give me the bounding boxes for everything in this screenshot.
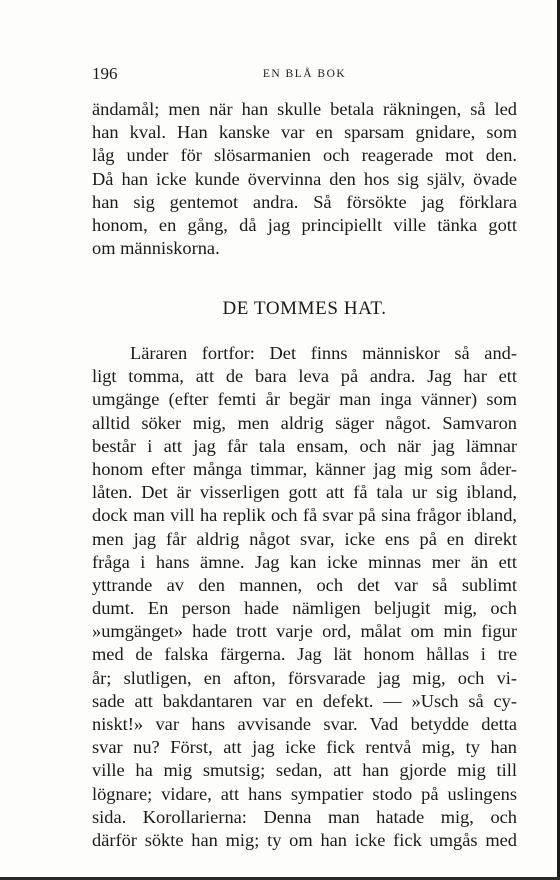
text-line: dock man vill ha replik och få svar på sina frågor ibland, bbox=[92, 505, 517, 526]
text-line: låg under för slösarmanien och reagerade mot den. bbox=[92, 145, 517, 166]
text-line: umgänge (efter femti år begär man inga vänner) som bbox=[92, 389, 517, 410]
text-line: sade att bakdantaren var en defekt. — »Usch så cy- bbox=[92, 690, 517, 711]
text-line: Läraren fortfor: Det finns människor så and- bbox=[130, 343, 517, 363]
text-line: ville ha mig smutsig; sedan, att han gjorde mig till bbox=[92, 760, 517, 781]
running-head bbox=[92, 64, 517, 86]
text-line: därför sökte han mig; ty om han icke fick umgås med bbox=[92, 829, 517, 850]
text-line: ligt tomma, att de bara leva på andra. Jag har ett bbox=[92, 366, 517, 387]
text-line: svar nu? Först, att jag icke fick rentvå mig, ty han bbox=[92, 737, 517, 758]
text-line: niskt!» var hans avvisande svar. Vad betydde detta bbox=[92, 714, 517, 734]
text-line: ändamål; men när han skulle betala räkningen, så led bbox=[92, 99, 517, 119]
book-title: EN BLÅ BOK bbox=[262, 68, 347, 80]
text-line: lögnare; vidare, att hans sympatier stodo på uslingens bbox=[92, 783, 517, 804]
text-line: »umgänget» hade trott varje ord, målat om min figur bbox=[92, 621, 517, 642]
text-line: alltid söker mig, men aldrig säger något. Samvaron bbox=[92, 412, 517, 433]
text-line: består i att jag får tala ensam, och när jag lämnar bbox=[92, 435, 517, 456]
paragraph-body bbox=[92, 342, 517, 852]
text-line: om människorna. bbox=[92, 238, 220, 259]
text-line: låten. Det är visserligen gott att få tala ur sig ibland, bbox=[92, 482, 517, 503]
text-line: han sig gentemot andra. Så försökte jag förklara bbox=[92, 191, 517, 212]
text-line: han kval. Han kanske var en sparsam gnidare, som bbox=[92, 122, 517, 143]
text-line: sida. Korollarierna: Denna man hatade mig, och bbox=[92, 806, 517, 827]
text-line: Då han icke kunde övervinna den hos sig själv, övade bbox=[92, 168, 517, 189]
text-line: men jag får aldrig något svar, icke ens på en direkt bbox=[92, 528, 517, 549]
paragraph-continued bbox=[92, 98, 517, 260]
text-line: honom efter många timmar, känner jag mig som åder- bbox=[92, 458, 517, 479]
text-line: med de falska färgerna. Jag lät honom hållas i tre bbox=[92, 644, 517, 665]
text-line: år; slutligen, en afton, försvarade jag mig, och vi- bbox=[92, 667, 517, 688]
text-line: fråga i hans ämne. Jag kan icke minnas mer än ett bbox=[92, 551, 517, 572]
text-line: yttrande av den mannen, och det var så sublimt bbox=[92, 574, 517, 595]
section-heading: DE TOMMES HAT. bbox=[222, 298, 387, 319]
text-line: honom, en gång, då jag principiellt ville tänka gott bbox=[92, 214, 517, 235]
page-number: 196 bbox=[92, 64, 118, 83]
text-line: dumt. En person hade nämligen beljugit mig, och bbox=[92, 598, 517, 619]
